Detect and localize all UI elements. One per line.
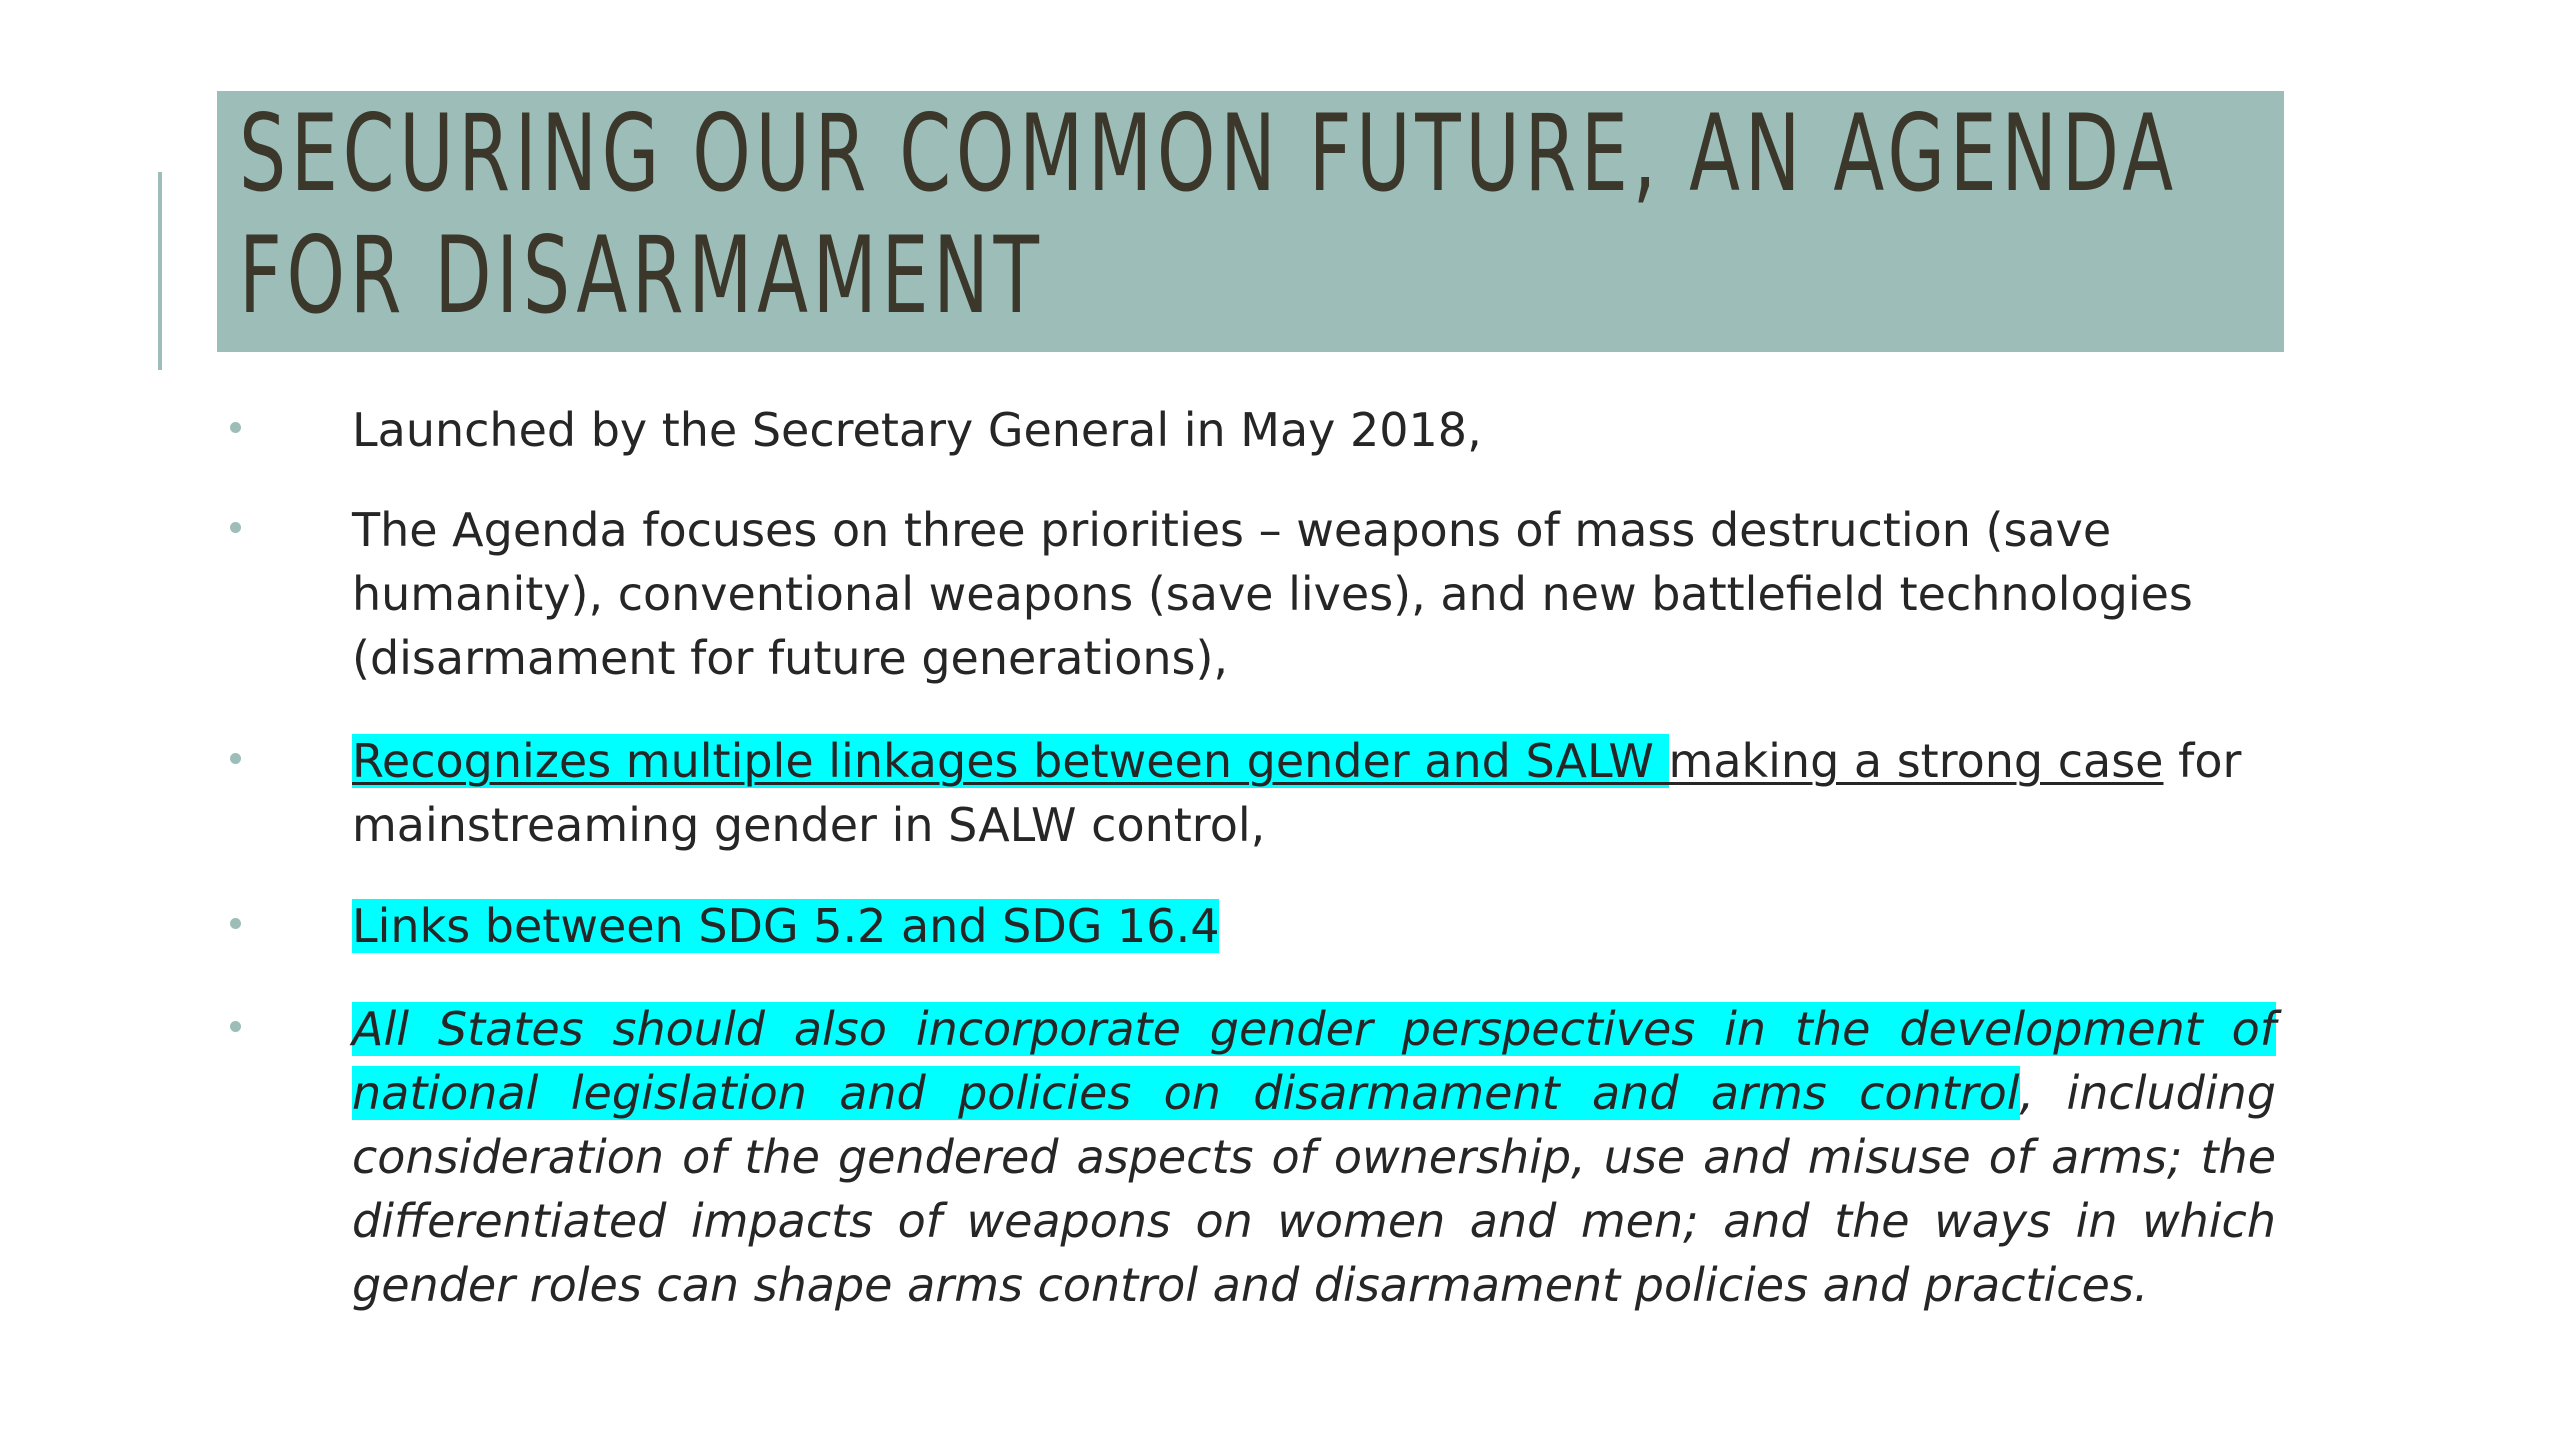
bullet-dot-icon — [230, 753, 241, 764]
bullet-dot-icon — [230, 422, 241, 433]
highlighted-text: All States should also incorporate gender perspectives in the development of national legislation and policies on disarmament and arms control — [352, 1002, 2276, 1120]
bullet-item-sdg — [352, 894, 2276, 958]
bullet-item-states — [352, 997, 2276, 1317]
bullet-item-priorities — [352, 498, 2276, 690]
highlighted-text: Recognizes multiple linkages between gender and SALW — [352, 734, 1669, 788]
bullet-dot-icon — [230, 522, 241, 533]
bullet-text: , including consideration of the gendered aspects of ownership, use and misuse of arms; the differentiated impacts of weapons on women and men; and the ways in which gender roles can shape arms control and disarmament policies and practices. — [352, 1066, 2276, 1312]
bullet-item-launched — [352, 398, 2276, 462]
bullet-item-linkages — [352, 729, 2276, 857]
slide-title: SECURING OUR COMMON FUTURE, AN AGENDA FOR DISARMAMENT — [239, 92, 2178, 337]
bullet-text: The Agenda focuses on three priorities – weapons of mass destruction (save humanity), conventional weapons (save lives), and new battlefield technologies (disarmament for future generations), — [352, 503, 2193, 685]
underlined-text: making a strong case — [1668, 734, 2164, 788]
bullet-dot-icon — [230, 918, 241, 929]
bullet-text: for mainstreaming gender in SALW control, — [352, 734, 2242, 852]
bullet-text: Launched by the Secretary General in May 2018, — [352, 403, 1482, 457]
highlighted-text: Links between SDG 5.2 and SDG 16.4 — [352, 899, 1220, 953]
bullet-dot-icon — [230, 1021, 241, 1032]
